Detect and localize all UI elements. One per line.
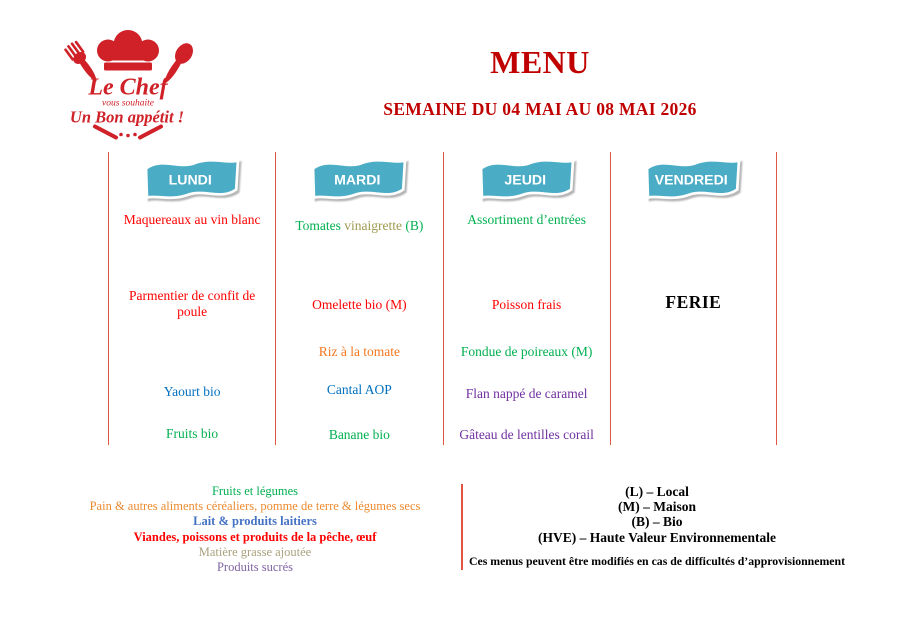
legend-category: Matière grasse ajoutée	[198, 544, 312, 559]
legend-divider	[461, 484, 463, 570]
day-label: LUNDI	[168, 171, 212, 188]
menu-item-segment: vinaigrette	[344, 218, 406, 233]
menu-item-segment: (B)	[405, 218, 424, 233]
page-title: MENU	[490, 44, 590, 80]
day-banner-jeudi	[474, 154, 580, 204]
day-banner-lundi	[139, 154, 245, 204]
legend-category: Pain & autres aliments céréaliers, pomme de terre & légumes secs	[89, 499, 421, 514]
legend-abbreviation: (HVE) – Haute Valeur Environnementale	[537, 529, 776, 545]
logo-text-top: Le Chef	[88, 74, 168, 101]
menu-item	[276, 218, 442, 234]
legend-abbreviation: (M) – Maison	[618, 499, 696, 515]
abbreviation-legend	[467, 484, 847, 569]
menu-item: Assortiment d’entrées	[467, 212, 587, 227]
day-column-jeudi	[443, 152, 610, 445]
legend-category: Lait & produits laitiers	[193, 514, 317, 529]
menu-item: Flan nappé de caramel	[465, 386, 588, 401]
legend-abbreviation: (L) – Local	[625, 484, 689, 499]
week-subtitle: SEMAINE DU 04 MAI AU 08 MAI 2026	[383, 99, 697, 119]
menu-item: Yaourt bio	[163, 384, 221, 399]
legend-category: Produits sucrés	[216, 560, 294, 575]
disclaimer-note: Ces menus peuvent être modifiés en cas de difficultés d’approvisionnement	[468, 553, 846, 568]
day-label: MARDI	[334, 171, 381, 188]
header	[180, 0, 900, 120]
legend-category: Viandes, poissons et produits de la pêche, œuf	[133, 529, 377, 544]
day-banner-mardi	[306, 154, 412, 204]
crossed-utensils-icon	[95, 127, 161, 138]
day-label: VENDREDI	[655, 171, 729, 188]
menu-item: Fondue de poireaux (M)	[460, 344, 593, 359]
menu-item: Riz à la tomate	[318, 344, 401, 359]
legend-category: Fruits et légumes	[211, 484, 299, 498]
menu-table	[108, 152, 777, 445]
menu-item: Banane bio	[328, 427, 390, 442]
day-banner-vendredi	[640, 154, 746, 204]
day-column-vendredi	[610, 152, 777, 445]
menu-item: Gâteau de lentilles corail	[459, 427, 594, 442]
legend-abbreviation: (B) – Bio	[631, 514, 683, 530]
menu-item-segment: Tomates	[295, 218, 345, 233]
menu-item: Maquereaux au vin blanc	[123, 212, 261, 227]
day-label: JEUDI	[504, 171, 546, 188]
day-column-mardi	[275, 152, 442, 445]
chef-hat-icon	[97, 30, 159, 71]
food-category-legend	[55, 484, 455, 575]
menu-item: Poisson frais	[491, 297, 562, 312]
menu-item-ferie: FERIE	[665, 292, 722, 312]
menu-item: Fruits bio	[166, 426, 219, 441]
day-column-lundi	[108, 152, 275, 445]
menu-item: Omelette bio (M)	[312, 297, 407, 312]
logo-text-bottom: Un Bon appétit !	[69, 107, 185, 127]
menu-item: Cantal AOP	[326, 382, 392, 397]
menu-item: Parmentier de confit de poule	[128, 288, 256, 319]
logo-text-middle: vous souhaite	[102, 98, 154, 109]
